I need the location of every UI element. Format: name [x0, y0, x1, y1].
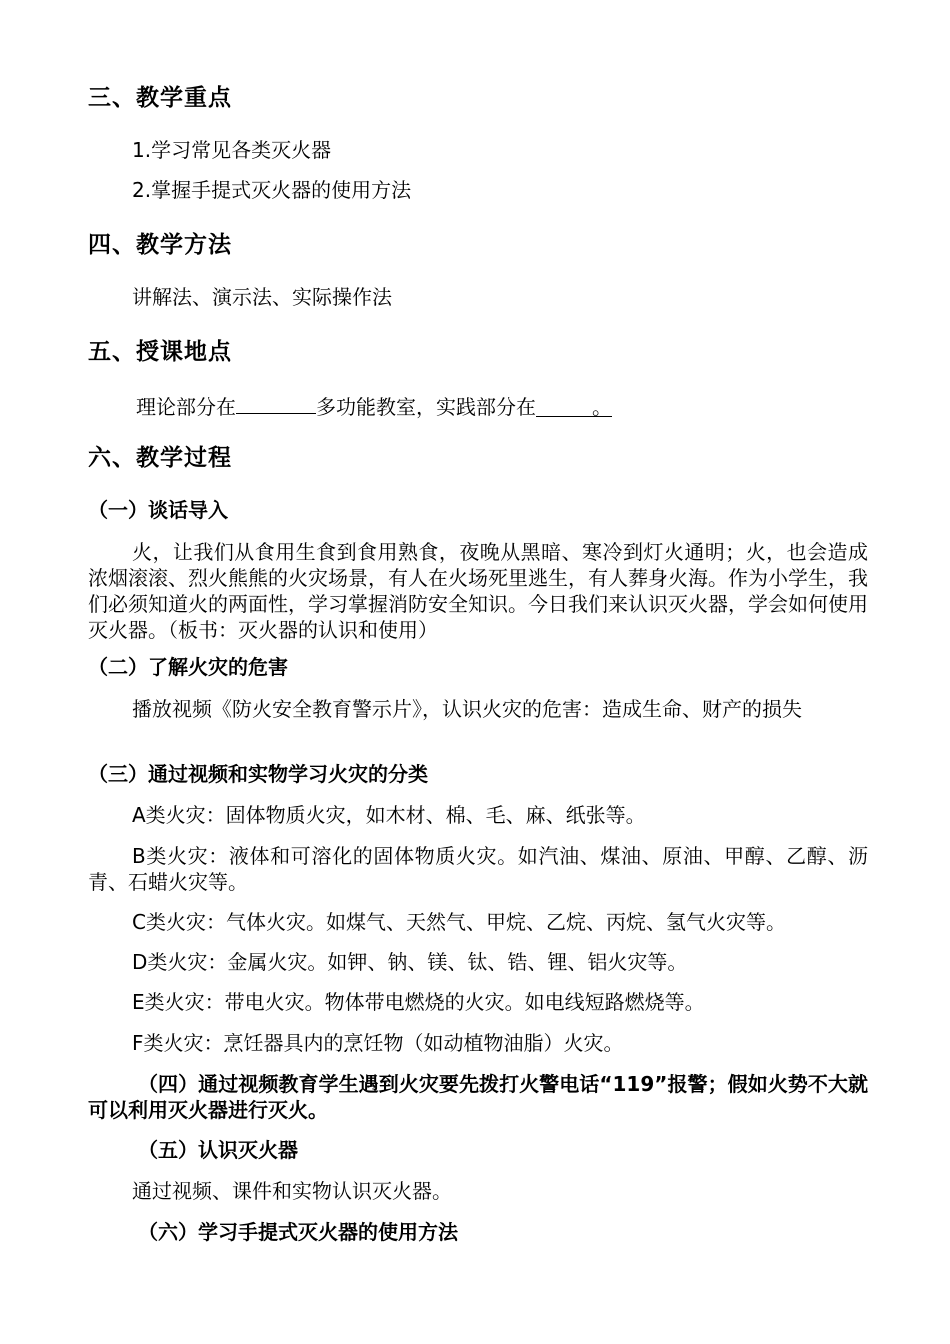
focus-item-1: 1.学习常见各类灭火器	[132, 138, 332, 162]
fire-class-b: B类火灾：液体和可溶化的固体物质火灾。如汽油、煤油、原油、甲醇、乙醇、沥青、石蜡火灾等。	[88, 844, 868, 894]
subheading-fire-hazards: （二）了解火灾的危害	[88, 655, 288, 679]
focus-item-2: 2.掌握手提式灭火器的使用方法	[132, 178, 412, 202]
section-heading-teaching-focus: 三、教学重点	[88, 85, 232, 111]
fire-class-d: D类火灾：金属火灾。如钾、钠、镁、钛、锆、锂、铝火灾等。	[132, 950, 688, 974]
subheading-intro: （一）谈话导入	[88, 498, 228, 522]
location-period: 。	[592, 395, 612, 419]
section-heading-teaching-method: 四、教学方法	[88, 232, 232, 258]
location-theory-label: 理论部分在	[136, 395, 236, 419]
fire-hazards-paragraph: 播放视频《防火安全教育警示片》，认识火灾的危害：造成生命、财产的损失	[132, 697, 802, 721]
fire-alarm-paragraph: （四）通过视频教育学生遇到火灾要先拨打火警电话“119”报警；假如火势不大就可以利用灭火器进行灭火。	[88, 1072, 868, 1122]
know-extinguisher-text: 通过视频、课件和实物认识灭火器。	[132, 1179, 452, 1203]
location-practice-label: 多功能教室，实践部分在	[316, 395, 536, 419]
intro-paragraph: 火，让我们从食用生食到食用熟食，夜晚从黑暗、寒冷到灯火通明；火，也会造成浓烟滚滚、烈火熊熊的火灾场景，有人在火场死里逃生，有人葬身火海。作为小学生，我们必须知道火的两面性，学习掌握消防安全知识。今日我们来认识灭火器，学会如何使用灭火器。（板书：灭火器的认识和使用）	[88, 540, 868, 642]
practice-location-blank	[536, 394, 612, 417]
fire-class-f: F类火灾：烹饪器具内的烹饪物（如动植物油脂）火灾。	[132, 1031, 624, 1055]
fire-class-a: A类火灾：固体物质火灾，如木材、棉、毛、麻、纸张等。	[132, 803, 646, 827]
fire-class-e: E类火灾：带电火灾。物体带电燃烧的火灾。如电线短路燃烧等。	[132, 990, 705, 1014]
theory-location-blank	[236, 391, 316, 414]
subheading-fire-classification: （三）通过视频和实物学习火灾的分类	[88, 762, 428, 786]
location-line	[88, 391, 916, 420]
teaching-method-text: 讲解法、演示法、实际操作法	[132, 285, 392, 309]
subheading-extinguisher-usage: （六）学习手提式灭火器的使用方法	[138, 1220, 458, 1244]
subheading-know-extinguisher: （五）认识灭火器	[138, 1138, 298, 1162]
section-heading-teaching-process: 六、教学过程	[88, 445, 232, 471]
section-heading-location: 五、授课地点	[88, 339, 232, 365]
fire-class-c: C类火灾：气体火灾。如煤气、天然气、甲烷、乙烷、丙烷、氢气火灾等。	[132, 910, 786, 934]
